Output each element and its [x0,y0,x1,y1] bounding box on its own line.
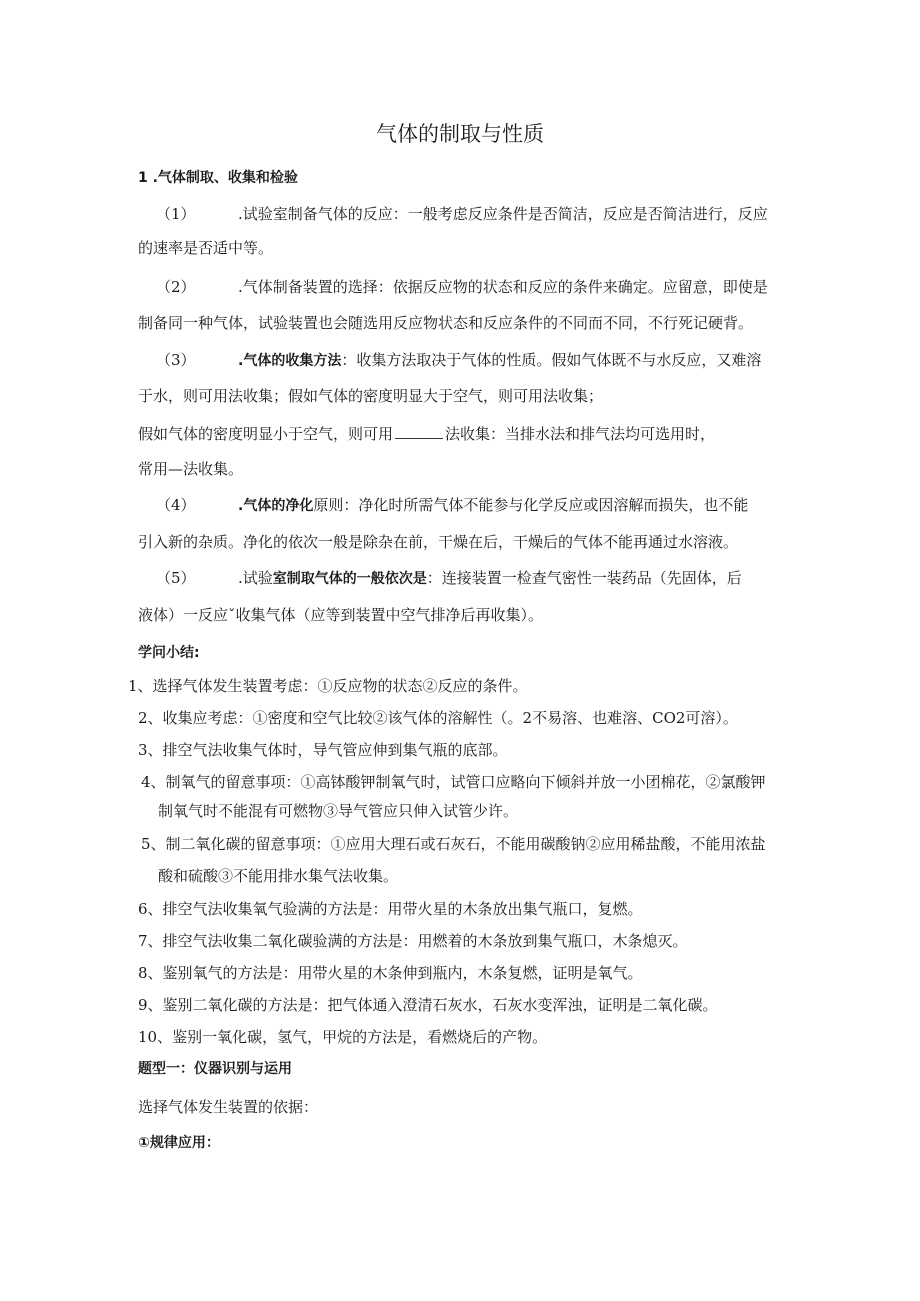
question-line: 选择气体发生装置的依据： [138,1098,319,1116]
item-5-line [238,568,742,589]
question-type-heading: 题型一：仪器识别与运用 [138,1061,292,1077]
item-3-line2: 于水，则可用法收集；假如气体的密度明显大于空气，则可用法收集； [138,387,604,405]
item-4-number: （4） [156,496,196,514]
item-2-text: ：依据反应物的状态和反应的条件来确定。应留意，即使是 [377,278,768,296]
item-4-head: .气体的净化 [238,498,314,514]
item-4-text: 原则：净化时所需气体不能参与化学反应或因溶解而损失，也不能 [313,496,749,514]
item-1-line2: 的速率是否适中等。 [138,239,274,257]
summary-item-5-cont: 酸和硫酸③不能用排水集气法收集。 [158,867,399,885]
summary-item-4: 4、制氧气的留意事项：①高钵酸钾制氧气时，试管口应略向下倾斜并放一小团棉花，②氯酸钾 [141,773,766,791]
item-5-number: （5） [156,569,196,587]
item-3-text: ：收集方法取决于气体的性质。假如气体既不与水反应，又难溶 [341,351,762,369]
item-4-line2: 引入新的杂质。净化的依次一般是除杂在前，干燥在后，干燥后的气体不能再通过水溶液。 [138,533,739,551]
item-5-text: ：连接装置一检查气密性一装药品（先固体，后 [426,569,742,587]
summary-item-9: 9、鉴别二氧化碳的方法是：把气体通入澄清石灰水，石灰水变浑浊，证明是二氧化碳。 [138,996,718,1014]
fill-in-blank[interactable] [395,424,443,439]
summary-item-7: 7、排空气法收集二氧化碳验满的方法是：用燃着的木条放到集气瓶口，木条熄灭。 [138,932,688,950]
item-2-line [238,277,768,297]
item-5-head-a: .试验 [238,569,273,587]
item-2-head: .气体制备装置的选择 [238,278,378,296]
summary-item-3: 3、排空气法收集气体时，导气管应伸到集气瓶的底部。 [138,741,508,759]
item-3-line4: 常用—法收集。 [138,460,244,478]
item-2-number: （2） [156,278,196,296]
item-3-number: （3） [156,351,196,369]
item-5-head-b: 室制取气体的一般依次是 [272,571,427,587]
item-1-text: ：一般考虑反应条件是否简洁，反应是否简洁进行，反应 [392,205,768,223]
summary-item-6: 6、排空气法收集氧气验满的方法是：用带火星的木条放出集气瓶口，复燃。 [138,900,643,918]
item-1-number: （1） [156,205,196,223]
item-3-line3b: 法收集：当排水法和排气法均可选用时， [445,425,716,443]
item-4-line [238,495,748,516]
item-1-line [238,204,768,224]
summary-item-8: 8、鉴别氧气的方法是：用带火星的木条伸到瓶内，木条复燃，证明是氧气。 [138,964,643,982]
summary-item-5: 5、制二氧化碳的留意事项：①应用大理石或石灰石，不能用碳酸钠②应用稀盐酸，不能用浓盐 [141,835,766,853]
item-3-line [238,350,761,371]
page-title: 气体的制取与性质 [376,122,544,146]
section-heading: 1 .气体制取、收集和检验 [138,170,298,186]
item-3-head: .气体的收集方法 [238,353,342,369]
item-2-line2: 制备同一种气体，试验装置也会随选用反应物状态和反应条件的不同而不同，不行死记硬背。 [138,314,754,332]
summary-item-2: 2、收集应考虑：①密度和空气比较②该气体的溶解性（。2不易溶、也难溶、CO2可溶）。 [138,709,738,727]
summary-heading: 学问小结: [138,645,200,661]
summary-item-10: 10、鉴别一氧化碳，氢气，甲烷的方法是，看燃烧后的产物。 [138,1028,548,1046]
summary-item-4-cont: 制氧气时不能混有可燃物③导气管应只伸入试管少许。 [158,802,519,820]
question-subheading: ①规律应用： [138,1135,220,1151]
item-3-line3a: 假如气体的密度明显小于空气，则可用 [138,425,394,443]
summary-item-1: 1、选择气体发生装置考虑：①反应物的状态②反应的条件。 [128,677,528,695]
item-5-line2: 液体）一反应ˇ收集气体（应等到装置中空气排净后再收集）。 [138,606,544,624]
item-3-line3 [138,424,715,444]
item-1-head: .试验室制备气体的反应 [238,205,393,223]
